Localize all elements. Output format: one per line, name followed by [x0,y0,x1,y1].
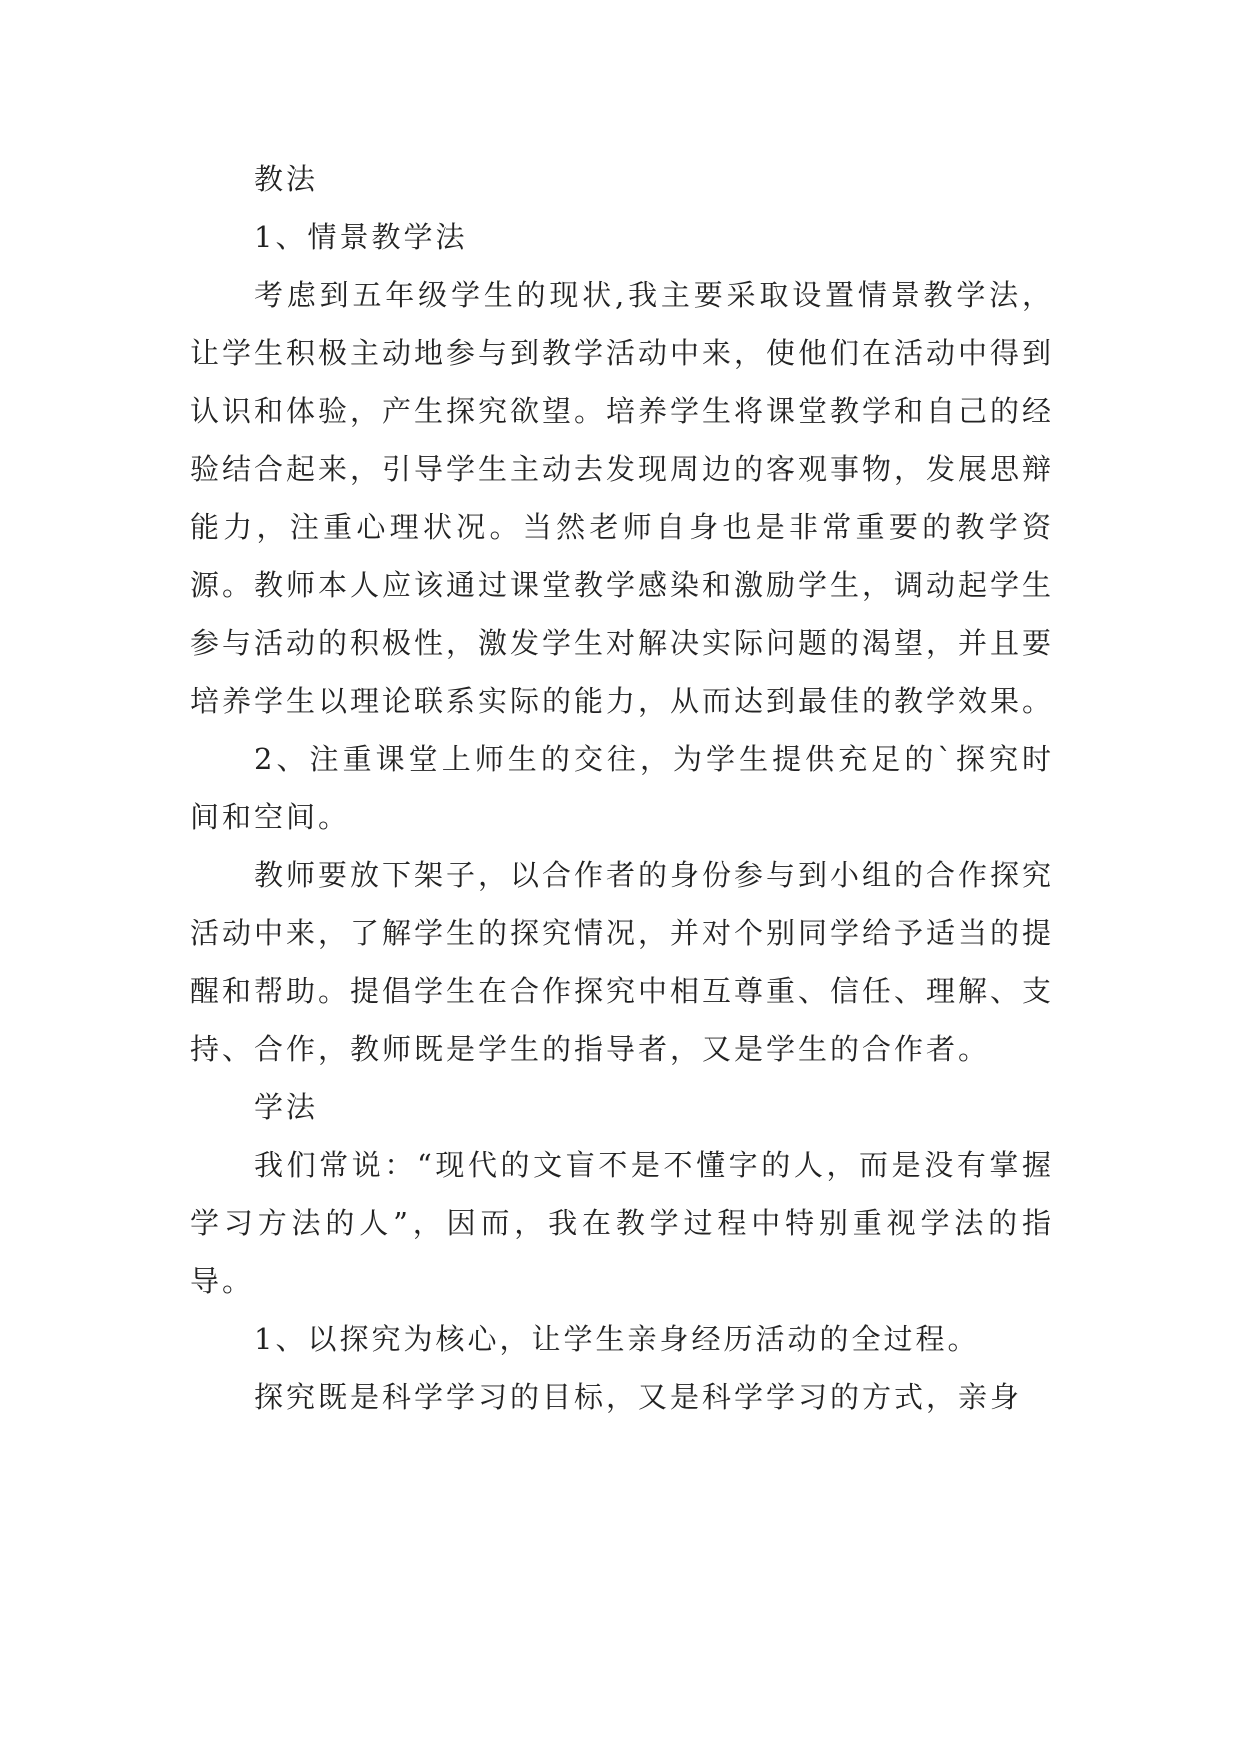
document-page [190,150,1054,1426]
subheading-situational-teaching: 1、情景教学法 [254,220,468,254]
section-heading-teaching-method: 教法 [254,162,319,196]
paragraph-situational-teaching: 考虑到五年级学生的现状,我主要采取设置情景教学法，让学生积极主动地参与到教学活动中来，使他们在活动中得到认识和体验，产生探究欲望。培养学生将课堂教学和自己的经验结合起来，引导学生主动去发现周边的客观事物，发展思辩能力，注重心理状况。当然老师自身也是非常重要的教学资源。教师本人应该通过课堂教学感染和激励学生，调动起学生参与活动的积极性，激发学生对解决实际问题的渴望，并且要培养学生以理论联系实际的能力，从而达到最佳的教学效果。 [190,278,1055,718]
subheading-inquiry-core: 1、以探究为核心，让学生亲身经历活动的全过程。 [254,1322,980,1356]
paragraph-learning-method-guidance: 我们常说：“现代的文盲不是不懂字的人，而是没有掌握学习方法的人”，因而，我在教学过程中特别重视学法的指导。 [190,1148,1054,1298]
paragraph-teacher-role: 教师要放下架子，以合作者的身份参与到小组的合作探究活动中来，了解学生的探究情况，并对个别同学给予适当的提醒和帮助。提倡学生在合作探究中相互尊重、信任、理解、支持、合作，教师既是学生的指导者，又是学生的合作者。 [190,858,1055,1066]
paragraph-inquiry: 探究既是科学学习的目标，又是科学学习的方式，亲身 [254,1380,1023,1414]
subheading-teacher-student-interaction: 2、注重课堂上师生的交往，为学生提供充足的`探究时间和空间。 [190,742,1054,834]
section-heading-learning-method: 学法 [254,1090,319,1124]
